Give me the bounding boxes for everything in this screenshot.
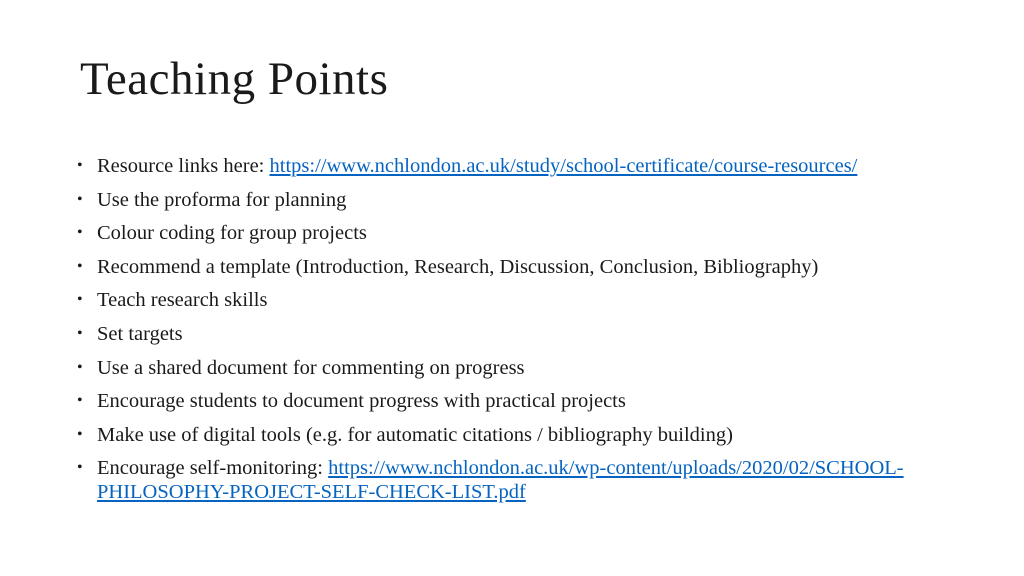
bullet-dot-icon: • [77, 291, 83, 309]
list-item [77, 288, 957, 312]
bullet-dot-icon: • [77, 224, 83, 242]
bullet-dot-icon: • [77, 324, 83, 342]
bullet-text: Use a shared document for commenting on progress [97, 356, 525, 379]
list-item [77, 154, 957, 178]
bullet-dot-icon: • [77, 358, 83, 376]
slide-title: Teaching Points [80, 53, 389, 105]
bullet-text: Encourage self-monitoring: [97, 457, 329, 480]
list-item [77, 322, 957, 346]
bullet-dot-icon: • [77, 392, 83, 410]
bullet-text: Set targets [97, 322, 183, 345]
self-check-list-link[interactable]: https://www.nchlondon.ac.uk/wp-content/uploads/2020/02/SCHOOL-PHILOSOPHY-PROJECT-SELF-CHECK-LIST.pdf [97, 457, 904, 504]
bullet-text: Colour coding for group projects [97, 222, 367, 245]
bullet-list [77, 154, 957, 514]
list-item [77, 456, 957, 504]
bullet-dot-icon: • [77, 157, 83, 174]
bullet-text: Teach research skills [97, 289, 268, 312]
list-item [77, 356, 957, 380]
list-item [77, 389, 957, 413]
bullet-text: Encourage students to document progress with practical projects [97, 390, 626, 413]
bullet-text: Recommend a template (Introduction, Research, Discussion, Conclusion, Bibliography) [97, 255, 819, 278]
bullet-text: Make use of digital tools (e.g. for automatic citations / bibliography building) [97, 423, 733, 446]
bullet-dot-icon: • [77, 257, 83, 275]
list-item [77, 423, 957, 447]
list-item [77, 188, 957, 212]
list-item [77, 255, 957, 279]
bullet-dot-icon: • [77, 190, 83, 208]
bullet-text: Resource links here: [97, 155, 270, 177]
bullet-dot-icon: • [77, 459, 83, 477]
bullet-dot-icon: • [77, 425, 83, 443]
list-item [77, 221, 957, 245]
course-resources-link[interactable]: https://www.nchlondon.ac.uk/study/school-certificate/course-resources/ [269, 155, 858, 177]
bullet-text: Use the proforma for planning [97, 188, 347, 211]
